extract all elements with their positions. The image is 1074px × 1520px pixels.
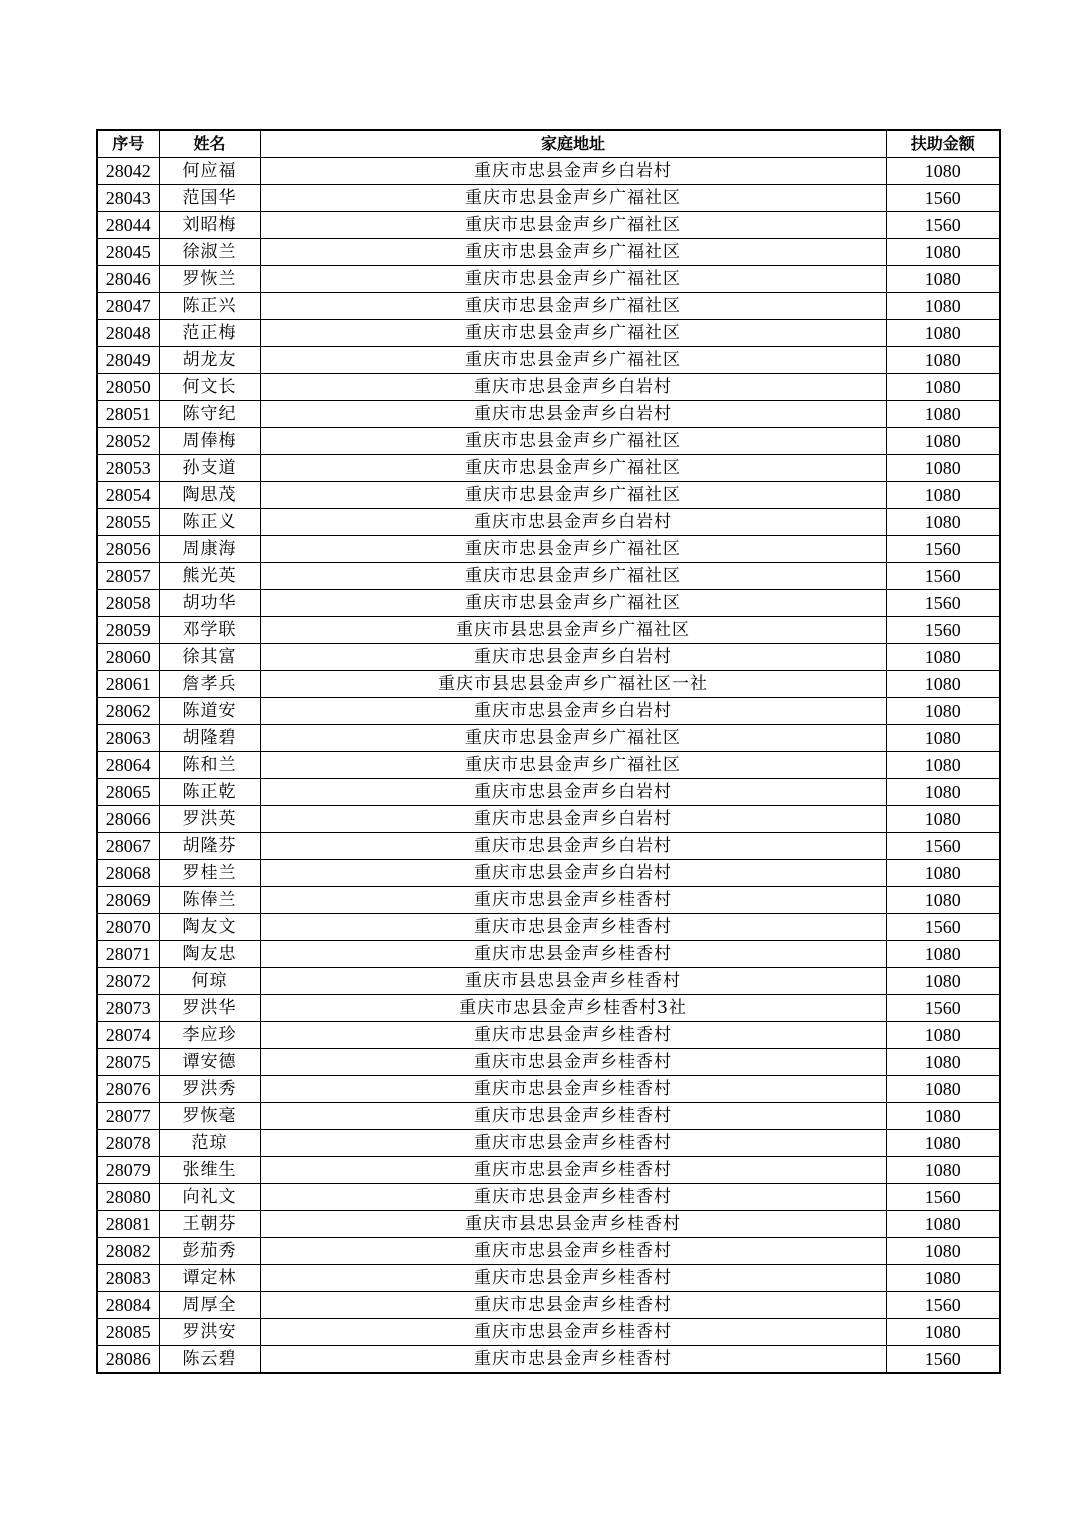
cell-no: 28056 [97, 536, 159, 563]
cell-name: 罗洪秀 [159, 1076, 260, 1103]
cell-amount: 1560 [886, 1292, 1000, 1319]
cell-amount: 1560 [886, 617, 1000, 644]
table-row [97, 401, 1000, 428]
cell-no: 28055 [97, 509, 159, 536]
cell-address: 重庆市县忠县金声乡桂香村 [260, 968, 886, 995]
cell-name: 陈正乾 [159, 779, 260, 806]
cell-address: 重庆市忠县金声乡广福社区 [260, 536, 886, 563]
table-row [97, 860, 1000, 887]
cell-name: 邓学联 [159, 617, 260, 644]
cell-name: 周康海 [159, 536, 260, 563]
cell-address: 重庆市忠县金声乡桂香村 [260, 1103, 886, 1130]
cell-no: 28078 [97, 1130, 159, 1157]
cell-name: 陈正义 [159, 509, 260, 536]
subsidy-table-sheet [96, 129, 999, 1374]
cell-no: 28046 [97, 266, 159, 293]
table-row [97, 536, 1000, 563]
table-row [97, 266, 1000, 293]
cell-no: 28066 [97, 806, 159, 833]
cell-amount: 1080 [886, 644, 1000, 671]
cell-address: 重庆市忠县金声乡广福社区 [260, 563, 886, 590]
table-row [97, 455, 1000, 482]
cell-amount: 1080 [886, 1211, 1000, 1238]
cell-name: 陈云碧 [159, 1346, 260, 1374]
cell-amount: 1560 [886, 185, 1000, 212]
cell-amount: 1080 [886, 1157, 1000, 1184]
cell-name: 谭安德 [159, 1049, 260, 1076]
cell-amount: 1080 [886, 401, 1000, 428]
cell-name: 陶友忠 [159, 941, 260, 968]
cell-name: 罗洪安 [159, 1319, 260, 1346]
cell-no: 28053 [97, 455, 159, 482]
cell-address: 重庆市忠县金声乡桂香村 [260, 1184, 886, 1211]
cell-name: 胡隆芬 [159, 833, 260, 860]
cell-amount: 1560 [886, 914, 1000, 941]
table-row [97, 833, 1000, 860]
cell-name: 詹孝兵 [159, 671, 260, 698]
cell-no: 28072 [97, 968, 159, 995]
cell-no: 28051 [97, 401, 159, 428]
cell-address: 重庆市忠县金声乡桂香村 [260, 1076, 886, 1103]
cell-amount: 1080 [886, 1265, 1000, 1292]
cell-no: 28045 [97, 239, 159, 266]
cell-name: 孙支道 [159, 455, 260, 482]
header-name: 姓名 [159, 130, 260, 158]
cell-name: 胡隆碧 [159, 725, 260, 752]
cell-no: 28054 [97, 482, 159, 509]
table-row [97, 1265, 1000, 1292]
cell-amount: 1080 [886, 428, 1000, 455]
cell-name: 范琼 [159, 1130, 260, 1157]
cell-name: 李应珍 [159, 1022, 260, 1049]
cell-amount: 1080 [886, 725, 1000, 752]
cell-name: 陶友文 [159, 914, 260, 941]
cell-address: 重庆市忠县金声乡广福社区 [260, 428, 886, 455]
subsidy-table [96, 129, 1001, 1374]
cell-no: 28064 [97, 752, 159, 779]
cell-no: 28083 [97, 1265, 159, 1292]
cell-no: 28086 [97, 1346, 159, 1374]
cell-no: 28068 [97, 860, 159, 887]
table-row [97, 1346, 1000, 1374]
table-row [97, 185, 1000, 212]
cell-no: 28069 [97, 887, 159, 914]
cell-address: 重庆市忠县金声乡桂香村 [260, 1319, 886, 1346]
cell-no: 28043 [97, 185, 159, 212]
cell-address: 重庆市忠县金声乡广福社区 [260, 482, 886, 509]
cell-address: 重庆市忠县金声乡广福社区 [260, 212, 886, 239]
cell-amount: 1080 [886, 860, 1000, 887]
cell-amount: 1560 [886, 212, 1000, 239]
cell-amount: 1080 [886, 941, 1000, 968]
table-row [97, 347, 1000, 374]
table-header-row [97, 130, 1000, 158]
table-row [97, 1319, 1000, 1346]
cell-no: 28061 [97, 671, 159, 698]
cell-no: 28075 [97, 1049, 159, 1076]
cell-address: 重庆市忠县金声乡广福社区 [260, 239, 886, 266]
cell-no: 28050 [97, 374, 159, 401]
cell-amount: 1560 [886, 563, 1000, 590]
cell-amount: 1560 [886, 995, 1000, 1022]
table-row [97, 1211, 1000, 1238]
cell-amount: 1560 [886, 590, 1000, 617]
table-row [97, 509, 1000, 536]
cell-no: 28079 [97, 1157, 159, 1184]
cell-name: 熊光英 [159, 563, 260, 590]
cell-address: 重庆市忠县金声乡桂香村3社 [260, 995, 886, 1022]
cell-amount: 1080 [886, 887, 1000, 914]
cell-amount: 1080 [886, 779, 1000, 806]
cell-address: 重庆市忠县金声乡桂香村 [260, 1292, 886, 1319]
cell-address: 重庆市忠县金声乡广福社区 [260, 455, 886, 482]
table-row [97, 941, 1000, 968]
cell-amount: 1080 [886, 293, 1000, 320]
cell-no: 28059 [97, 617, 159, 644]
table-row [97, 1292, 1000, 1319]
table-row [97, 293, 1000, 320]
cell-name: 陈和兰 [159, 752, 260, 779]
table-row [97, 1076, 1000, 1103]
cell-no: 28077 [97, 1103, 159, 1130]
cell-address: 重庆市县忠县金声乡广福社区 [260, 617, 886, 644]
cell-amount: 1080 [886, 1319, 1000, 1346]
cell-no: 28042 [97, 158, 159, 185]
cell-no: 28048 [97, 320, 159, 347]
cell-address: 重庆市忠县金声乡白岩村 [260, 698, 886, 725]
cell-no: 28047 [97, 293, 159, 320]
cell-no: 28076 [97, 1076, 159, 1103]
cell-address: 重庆市忠县金声乡白岩村 [260, 833, 886, 860]
cell-address: 重庆市忠县金声乡白岩村 [260, 644, 886, 671]
table-row [97, 1130, 1000, 1157]
cell-amount: 1560 [886, 833, 1000, 860]
cell-address: 重庆市忠县金声乡广福社区 [260, 752, 886, 779]
table-row [97, 671, 1000, 698]
header-no: 序号 [97, 130, 159, 158]
cell-no: 28074 [97, 1022, 159, 1049]
cell-no: 28049 [97, 347, 159, 374]
cell-name: 陈正兴 [159, 293, 260, 320]
cell-no: 28044 [97, 212, 159, 239]
cell-name: 胡功华 [159, 590, 260, 617]
cell-address: 重庆市忠县金声乡广福社区 [260, 725, 886, 752]
cell-name: 谭定林 [159, 1265, 260, 1292]
cell-address: 重庆市忠县金声乡白岩村 [260, 401, 886, 428]
cell-no: 28073 [97, 995, 159, 1022]
cell-address: 重庆市忠县金声乡白岩村 [260, 779, 886, 806]
cell-amount: 1080 [886, 1049, 1000, 1076]
cell-address: 重庆市忠县金声乡桂香村 [260, 1130, 886, 1157]
cell-name: 张维生 [159, 1157, 260, 1184]
table-row [97, 482, 1000, 509]
cell-no: 28080 [97, 1184, 159, 1211]
cell-address: 重庆市忠县金声乡桂香村 [260, 1265, 886, 1292]
table-row [97, 725, 1000, 752]
cell-no: 28085 [97, 1319, 159, 1346]
cell-address: 重庆市忠县金声乡桂香村 [260, 1238, 886, 1265]
table-row [97, 1238, 1000, 1265]
cell-no: 28065 [97, 779, 159, 806]
table-row [97, 617, 1000, 644]
cell-address: 重庆市忠县金声乡桂香村 [260, 1157, 886, 1184]
cell-address: 重庆市忠县金声乡广福社区 [260, 293, 886, 320]
cell-amount: 1080 [886, 158, 1000, 185]
cell-address: 重庆市忠县金声乡桂香村 [260, 887, 886, 914]
table-body [97, 158, 1000, 1374]
cell-name: 罗洪华 [159, 995, 260, 1022]
cell-no: 28057 [97, 563, 159, 590]
cell-address: 重庆市忠县金声乡广福社区 [260, 185, 886, 212]
cell-address: 重庆市忠县金声乡桂香村 [260, 914, 886, 941]
cell-address: 重庆市忠县金声乡广福社区 [260, 266, 886, 293]
cell-amount: 1080 [886, 266, 1000, 293]
table-row [97, 563, 1000, 590]
cell-name: 何琼 [159, 968, 260, 995]
cell-amount: 1080 [886, 1076, 1000, 1103]
cell-address: 重庆市县忠县金声乡广福社区一社 [260, 671, 886, 698]
cell-amount: 1080 [886, 509, 1000, 536]
table-row [97, 212, 1000, 239]
cell-amount: 1080 [886, 1103, 1000, 1130]
cell-name: 徐其富 [159, 644, 260, 671]
cell-address: 重庆市忠县金声乡桂香村 [260, 1022, 886, 1049]
cell-name: 范国华 [159, 185, 260, 212]
cell-no: 28052 [97, 428, 159, 455]
cell-amount: 1080 [886, 320, 1000, 347]
cell-amount: 1080 [886, 806, 1000, 833]
cell-no: 28082 [97, 1238, 159, 1265]
cell-no: 28063 [97, 725, 159, 752]
cell-amount: 1560 [886, 1184, 1000, 1211]
table-row [97, 590, 1000, 617]
table-row [97, 239, 1000, 266]
cell-amount: 1080 [886, 1238, 1000, 1265]
table-row [97, 914, 1000, 941]
table-row [97, 752, 1000, 779]
cell-amount: 1080 [886, 1130, 1000, 1157]
table-row [97, 779, 1000, 806]
cell-name: 罗恢兰 [159, 266, 260, 293]
cell-address: 重庆市忠县金声乡白岩村 [260, 158, 886, 185]
cell-name: 陈道安 [159, 698, 260, 725]
table-row [97, 995, 1000, 1022]
table-row [97, 806, 1000, 833]
cell-no: 28060 [97, 644, 159, 671]
table-row [97, 1184, 1000, 1211]
cell-no: 28081 [97, 1211, 159, 1238]
cell-amount: 1080 [886, 1022, 1000, 1049]
cell-name: 周厚全 [159, 1292, 260, 1319]
cell-name: 陶思茂 [159, 482, 260, 509]
cell-no: 28084 [97, 1292, 159, 1319]
header-amount: 扶助金额 [886, 130, 1000, 158]
cell-address: 重庆市忠县金声乡桂香村 [260, 1049, 886, 1076]
cell-name: 胡龙友 [159, 347, 260, 374]
cell-name: 罗恢毫 [159, 1103, 260, 1130]
table-row [97, 374, 1000, 401]
cell-name: 彭茄秀 [159, 1238, 260, 1265]
cell-name: 范正梅 [159, 320, 260, 347]
cell-address: 重庆市忠县金声乡广福社区 [260, 320, 886, 347]
table-row [97, 1022, 1000, 1049]
cell-amount: 1560 [886, 1346, 1000, 1374]
cell-amount: 1080 [886, 374, 1000, 401]
cell-name: 罗桂兰 [159, 860, 260, 887]
cell-name: 王朝芬 [159, 1211, 260, 1238]
cell-amount: 1560 [886, 536, 1000, 563]
cell-no: 28062 [97, 698, 159, 725]
cell-name: 徐淑兰 [159, 239, 260, 266]
cell-name: 陈俸兰 [159, 887, 260, 914]
cell-no: 28067 [97, 833, 159, 860]
cell-name: 刘昭梅 [159, 212, 260, 239]
cell-no: 28071 [97, 941, 159, 968]
cell-amount: 1080 [886, 482, 1000, 509]
cell-name: 周俸梅 [159, 428, 260, 455]
cell-amount: 1080 [886, 968, 1000, 995]
cell-address: 重庆市忠县金声乡桂香村 [260, 1346, 886, 1374]
cell-address: 重庆市忠县金声乡桂香村 [260, 941, 886, 968]
table-row [97, 644, 1000, 671]
cell-address: 重庆市忠县金声乡白岩村 [260, 860, 886, 887]
cell-amount: 1080 [886, 239, 1000, 266]
cell-name: 罗洪英 [159, 806, 260, 833]
cell-amount: 1080 [886, 455, 1000, 482]
table-row [97, 887, 1000, 914]
table-row [97, 1103, 1000, 1130]
cell-address: 重庆市忠县金声乡广福社区 [260, 347, 886, 374]
header-address: 家庭地址 [260, 130, 886, 158]
table-row [97, 1157, 1000, 1184]
cell-address: 重庆市县忠县金声乡桂香村 [260, 1211, 886, 1238]
table-row [97, 428, 1000, 455]
cell-address: 重庆市忠县金声乡白岩村 [260, 806, 886, 833]
cell-address: 重庆市忠县金声乡白岩村 [260, 509, 886, 536]
cell-name: 陈守纪 [159, 401, 260, 428]
cell-address: 重庆市忠县金声乡白岩村 [260, 374, 886, 401]
table-row [97, 968, 1000, 995]
cell-address: 重庆市忠县金声乡广福社区 [260, 590, 886, 617]
cell-no: 28058 [97, 590, 159, 617]
cell-amount: 1080 [886, 752, 1000, 779]
table-row [97, 158, 1000, 185]
table-row [97, 320, 1000, 347]
table-row [97, 698, 1000, 725]
cell-amount: 1080 [886, 698, 1000, 725]
cell-no: 28070 [97, 914, 159, 941]
cell-name: 何应福 [159, 158, 260, 185]
cell-name: 向礼文 [159, 1184, 260, 1211]
cell-amount: 1080 [886, 347, 1000, 374]
cell-amount: 1080 [886, 671, 1000, 698]
table-row [97, 1049, 1000, 1076]
cell-name: 何文长 [159, 374, 260, 401]
